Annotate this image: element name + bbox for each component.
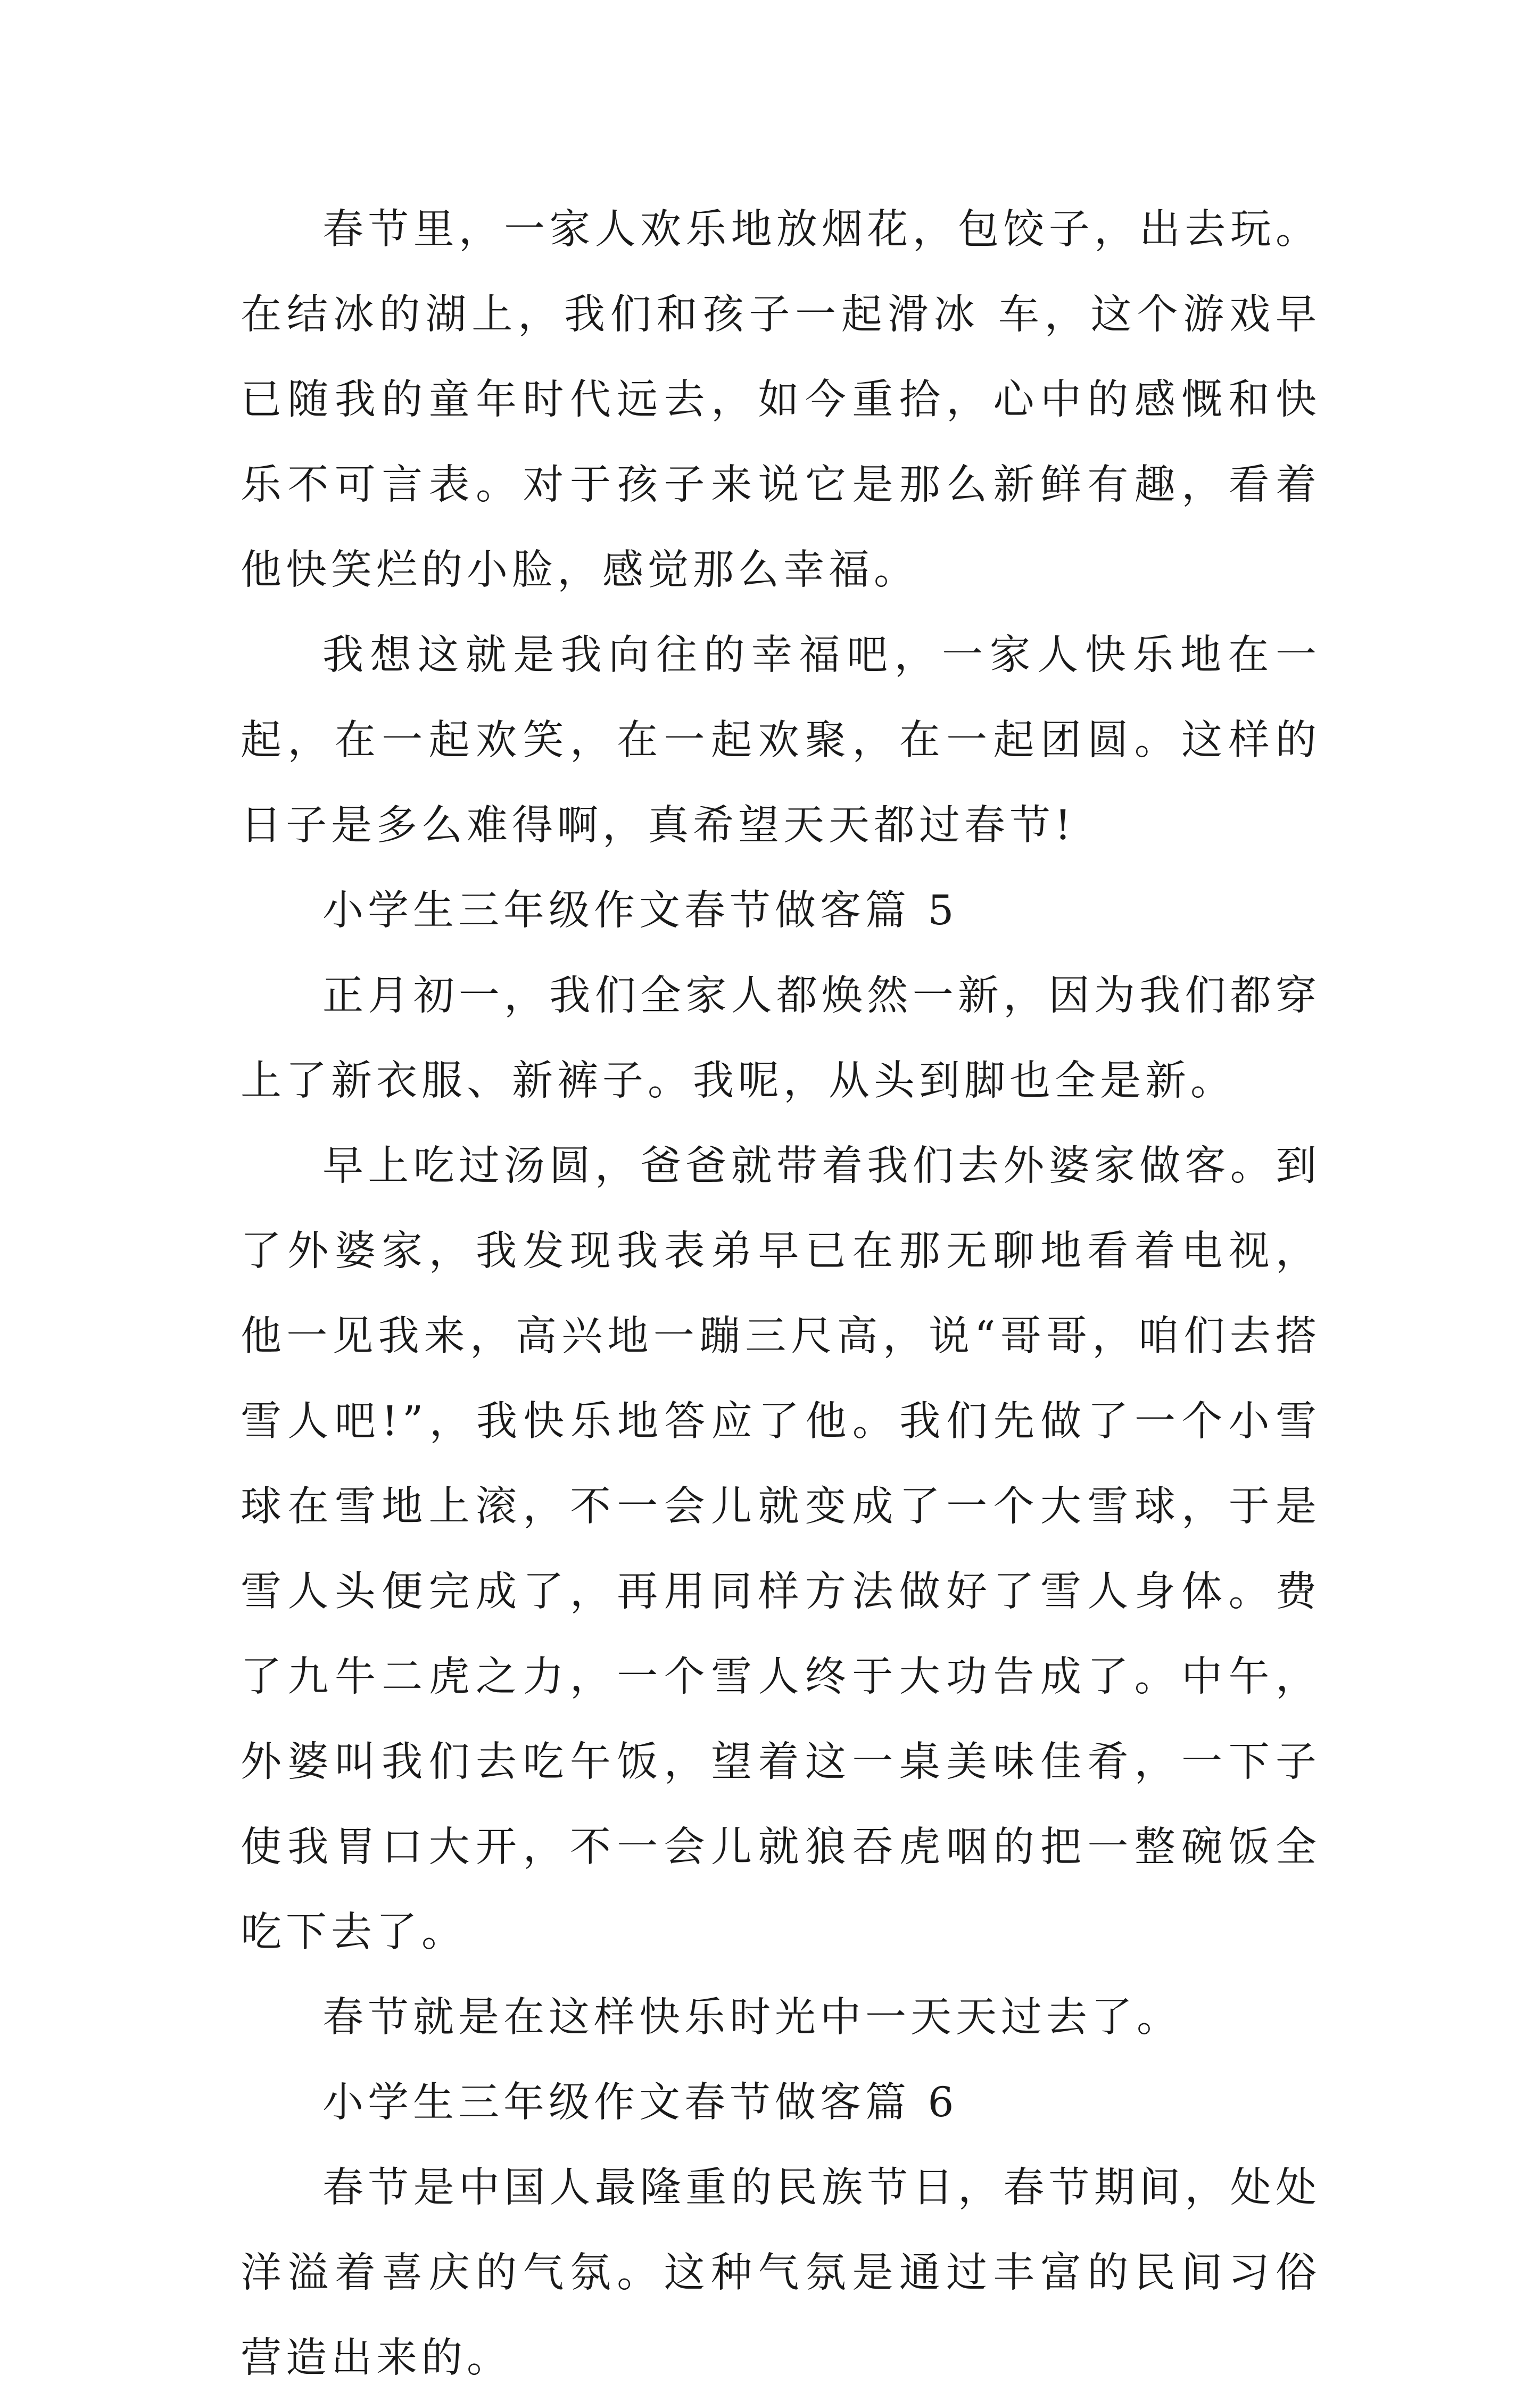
paragraph-visit-grandma-snowman: 早上吃过汤圆，爸爸就带着我们去外婆家做客。到了外婆家，我发现我表弟早已在那无聊地看着电视，他一见我来，高兴地一蹦三尺高，说“哥哥，咱们去搭雪人吧!”，我快乐地答应了他。我们先做了一个小雪球在雪地上滚，不一会儿就变成了一个大雪球，于是雪人头便完成了，再用同样方法做好了雪人身体。费了九牛二虎之力，一个雪人终于大功告成了。中午，外婆叫我们去吃午饭，望着这一桌美味佳肴，一下子使我胃口大开，不一会儿就狼吞虎咽的把一整碗饭全吃下去了。 xyxy=(241,1142,1321,1956)
paragraph-new-year-new-clothes: 正月初一，我们全家人都焕然一新，因为我们都穿上了新衣服、新裤子。我呢，从头到脚也全是新。 xyxy=(241,972,1321,1105)
paragraph-happiness-together: 我想这就是我向往的幸福吧，一家人快乐地在一起，在一起欢笑，在一起欢聚，在一起团圆。这样的日子是多么难得啊，真希望天天都过春节! xyxy=(241,632,1321,849)
document-body xyxy=(241,187,1321,2401)
section-heading-6: 小学生三年级作文春节做客篇 6 xyxy=(322,2079,958,2126)
section-heading-5: 小学生三年级作文春节做客篇 5 xyxy=(322,887,958,934)
paragraph-happy-days-passing: 春节就是在这样快乐时光中一天天过去了。 xyxy=(322,1994,1182,2041)
paragraph-festival-customs: 春节是中国人最隆重的民族节日，春节期间，处处洋溢着喜庆的气氛。这种气氛是通过丰富的民间习俗营造出来的。 xyxy=(241,2164,1321,2382)
paragraph-spring-festival-family-fun: 春节里，一家人欢乐地放烟花，包饺子，出去玩。在结冰的湖上，我们和孩子一起滑冰 车，这个游戏早已随我的童年时代远去，如今重拾，心中的感慨和快乐不可言表。对于孩子来说它是那么新鲜有趣，看着他快笑烂的小脸，感觉那么幸福。 xyxy=(241,206,1321,594)
